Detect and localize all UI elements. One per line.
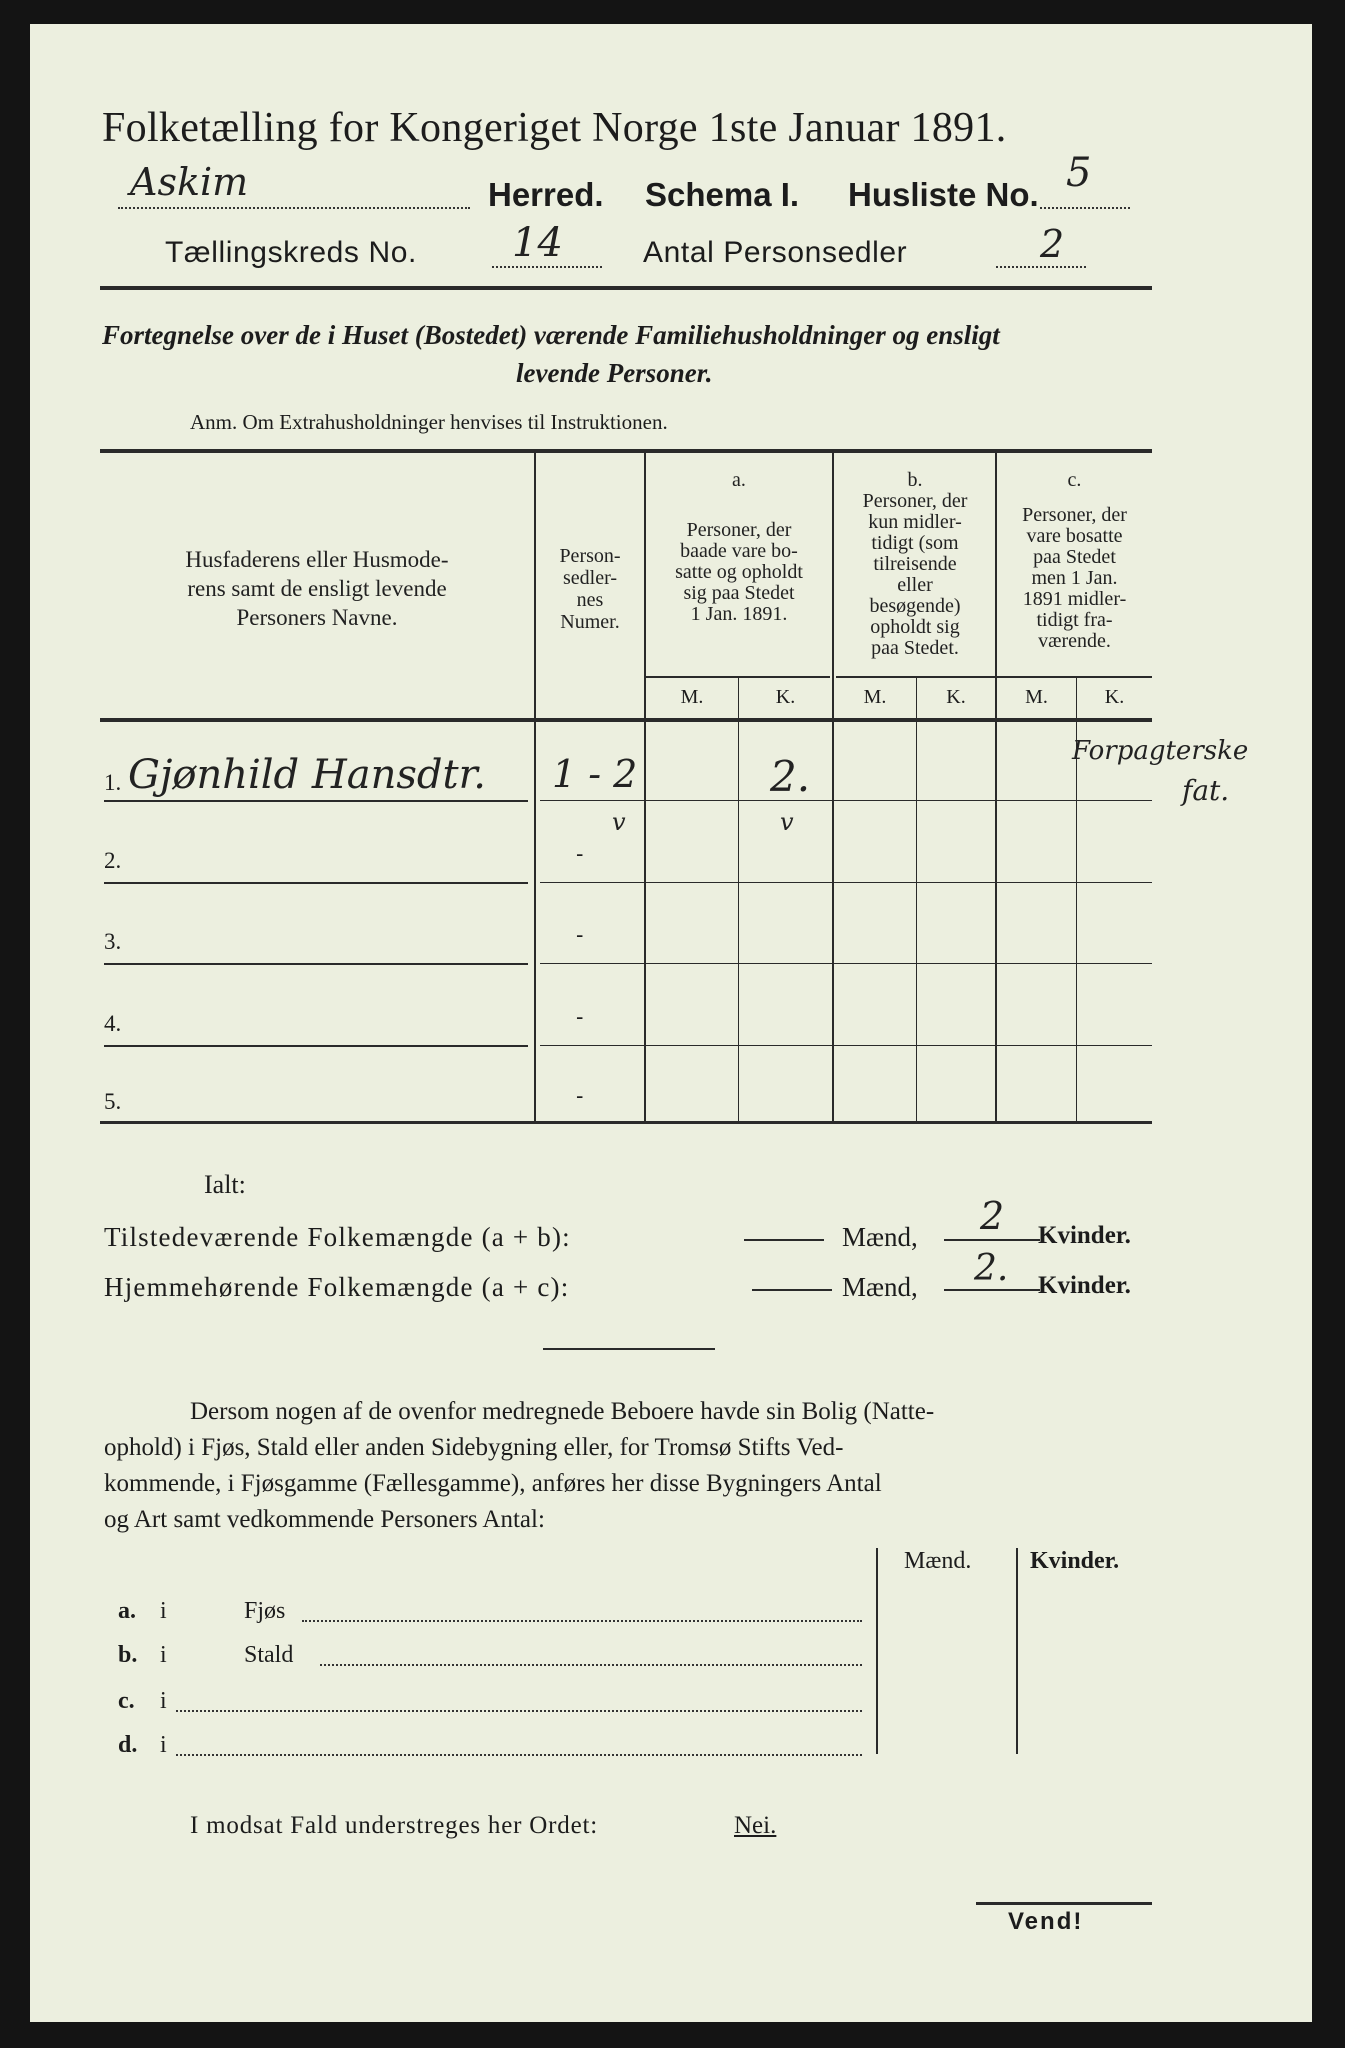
intro-line-1: Fortegnelse over de i Huset (Bostedet) værende Familiehusholdninger og ensligt bbox=[102, 320, 1000, 350]
building-row-c-i: i bbox=[160, 1688, 167, 1714]
row-3-number: 3. bbox=[104, 929, 122, 954]
b-k-label: K. bbox=[946, 686, 966, 708]
hjemme-maend-label: Mænd, bbox=[842, 1272, 918, 1302]
buildings-kvinder-header: Kvinder. bbox=[1030, 1548, 1120, 1574]
herred-dotted-line bbox=[118, 207, 470, 209]
building-row-b-i: i bbox=[160, 1642, 167, 1668]
intro-line-2: levende Personer. bbox=[516, 358, 713, 388]
tilstede-maend-label: Mænd, bbox=[842, 1222, 918, 1252]
c-m-label: M. bbox=[1025, 686, 1048, 708]
paragraph-line-3: kommende, i Fjøsgamme (Fællesgamme), anføres her disse Bygningers Antal bbox=[104, 1470, 882, 1497]
col-header-c-line: Personer, der bbox=[1022, 504, 1127, 526]
c-k-label: K. bbox=[1104, 686, 1125, 708]
col-divider-b-mk bbox=[916, 676, 917, 1121]
building-row-d-line bbox=[176, 1754, 862, 1756]
col-header-name-line: rens samt de ensligt levende bbox=[187, 576, 447, 601]
building-row-a-i: i bbox=[160, 1598, 167, 1624]
col-header-c-line: tidigt fra- bbox=[1036, 609, 1113, 631]
row-4-data-line bbox=[540, 1045, 1152, 1046]
col-header-name-line: Husfaderens eller Husmode- bbox=[185, 547, 449, 572]
antal-dotted-line bbox=[996, 266, 1086, 268]
section-divider bbox=[543, 1348, 715, 1350]
building-row-d-i: i bbox=[160, 1732, 167, 1758]
tilstede-kvinder-label: Kvinder. bbox=[1038, 1222, 1131, 1249]
col-header-num-line: nes bbox=[576, 589, 604, 611]
building-row-c-letter: c. bbox=[118, 1688, 135, 1714]
form-title: Folketælling for Kongeriget Norge 1ste Januar 1891. bbox=[102, 105, 1007, 151]
ialt-label: Ialt: bbox=[204, 1170, 246, 1199]
row-2-number: 2. bbox=[104, 848, 122, 873]
row-4-sedler-number: - bbox=[576, 1005, 584, 1030]
schema-label: Schema I. bbox=[645, 176, 800, 213]
row-1-data-line bbox=[540, 800, 1152, 801]
herred-label: Herred. bbox=[488, 176, 604, 213]
row-1-number: 1. bbox=[104, 770, 122, 795]
hjemme-kvinder-value: 2. bbox=[974, 1248, 1009, 1289]
buildings-col-divider-2 bbox=[1016, 1548, 1018, 1754]
row-1-person-name: Gjønhild Hansdtr. bbox=[128, 752, 487, 798]
b-m-label: M. bbox=[863, 686, 887, 708]
row-5-number: 5. bbox=[104, 1089, 122, 1114]
col-header-a-line: sig paa Stedet bbox=[683, 582, 795, 604]
antal-value: 2 bbox=[1040, 222, 1065, 266]
row-1-a-kvinder: 2. bbox=[770, 752, 811, 801]
col-header-name bbox=[104, 545, 530, 632]
herred-value: Askim bbox=[130, 160, 249, 204]
col-header-b-line: tidigt (som bbox=[871, 532, 959, 554]
col-header-b-letter: b. bbox=[907, 469, 923, 491]
col-header-num-line: Person- bbox=[559, 545, 621, 567]
row-3-sedler-number: - bbox=[576, 923, 584, 948]
tallingskreds-dotted-line bbox=[492, 266, 602, 268]
husliste-label: Husliste No. bbox=[848, 176, 1039, 213]
row-5-sedler-number: - bbox=[576, 1084, 584, 1109]
paragraph-line-2: ophold) i Fjøs, Stald eller anden Sidebygning eller, for Tromsø Stifts Ved- bbox=[104, 1434, 844, 1461]
col-header-c-line: 1891 midler- bbox=[1022, 588, 1127, 610]
col-header-c-letter: c. bbox=[1067, 469, 1082, 491]
row-1-name-line bbox=[104, 800, 528, 802]
a-m-label: M. bbox=[680, 686, 704, 708]
modsat-text: I modsat Fald understreges her Ordet: bbox=[190, 1812, 598, 1839]
bc-subheader-rule bbox=[836, 676, 1152, 678]
col-header-b-line: tilreisende bbox=[873, 553, 957, 575]
row-1-check-mark-k: v bbox=[780, 808, 794, 836]
row-2-name-line bbox=[104, 882, 528, 884]
building-row-a-label: Fjøs bbox=[244, 1598, 286, 1624]
col-header-a-line: satte og opholdt bbox=[675, 561, 803, 583]
hjemme-kvinder-label: Kvinder. bbox=[1038, 1272, 1131, 1299]
building-row-a-letter: a. bbox=[118, 1598, 136, 1624]
nei-word: Nei. bbox=[734, 1812, 777, 1839]
col-header-a-line: 1 Jan. 1891. bbox=[690, 603, 788, 625]
col-header-a bbox=[646, 520, 832, 625]
hjemme-maend-blank bbox=[752, 1289, 832, 1291]
row-2-sedler-number: - bbox=[576, 842, 584, 867]
header-divider bbox=[100, 286, 1152, 290]
row-2-data-line bbox=[540, 882, 1152, 883]
paragraph-line-1: Dersom nogen af de ovenfor medregnede Beboere havde sin Bolig (Natte- bbox=[190, 1398, 935, 1425]
building-row-a-line bbox=[302, 1620, 862, 1622]
col-header-b-line: opholdt sig bbox=[870, 616, 960, 638]
antal-label: Antal Personsedler bbox=[643, 236, 908, 269]
building-row-d-letter: d. bbox=[118, 1732, 138, 1758]
hjemme-label: Hjemmehørende Folkemængde (a + c): bbox=[104, 1272, 570, 1302]
instructions-note: Anm. Om Extrahusholdninger henvises til Instruktionen. bbox=[190, 410, 668, 434]
col-header-a-line: Personer, der bbox=[686, 519, 792, 541]
col-header-c bbox=[997, 505, 1152, 652]
paragraph-line-4: og Art samt vedkommende Personers Antal: bbox=[104, 1506, 545, 1533]
col-divider-a-mk bbox=[738, 676, 739, 1121]
tilstede-maend-blank bbox=[744, 1239, 824, 1241]
row-4-number: 4. bbox=[104, 1011, 122, 1036]
vend-label: Vend! bbox=[1008, 1908, 1084, 1935]
col-header-b-line: besøgende) bbox=[869, 595, 961, 617]
buildings-col-divider-1 bbox=[876, 1548, 878, 1754]
buildings-maend-header: Mænd. bbox=[904, 1548, 972, 1574]
col-header-c-line: men 1 Jan. bbox=[1031, 567, 1118, 589]
row-1-remark: Forpagterske bbox=[1072, 736, 1249, 766]
col-header-b-line: Personer, der bbox=[862, 490, 968, 512]
col-header-b bbox=[834, 491, 996, 659]
row-1-check-mark: v bbox=[612, 808, 626, 836]
col-header-num-line: Numer. bbox=[560, 611, 620, 633]
col-header-c-line: vare bosatte bbox=[1026, 525, 1123, 547]
husliste-dotted-line bbox=[1040, 207, 1130, 209]
row-3-data-line bbox=[540, 963, 1152, 964]
row-1-sedler-number: 1 - 2 bbox=[552, 752, 638, 796]
col-header-b-line: eller bbox=[897, 574, 933, 596]
row-1-remark-cont: fat. bbox=[1182, 774, 1230, 807]
husliste-value: 5 bbox=[1066, 150, 1092, 196]
tallingskreds-label: Tællingskreds No. bbox=[165, 236, 417, 269]
col-header-name-line: Personers Navne. bbox=[236, 605, 398, 630]
a-k-label: K. bbox=[775, 686, 796, 708]
col-header-b-line: kun midler- bbox=[868, 511, 962, 533]
col-header-num bbox=[536, 545, 644, 633]
tilstede-kvinder-value: 2 bbox=[980, 1194, 1005, 1238]
building-row-c-line bbox=[176, 1710, 862, 1712]
col-header-num-line: sedler- bbox=[562, 567, 617, 589]
building-row-b-line bbox=[320, 1664, 862, 1666]
col-header-a-letter: a. bbox=[732, 469, 746, 491]
building-row-b-letter: b. bbox=[118, 1642, 138, 1668]
building-row-b-label: Stald bbox=[244, 1642, 294, 1668]
col-header-b-line: paa Stedet. bbox=[871, 637, 959, 659]
hjemme-kvinder-line bbox=[944, 1289, 1040, 1291]
row-4-name-line bbox=[104, 1045, 528, 1047]
row-3-name-line bbox=[104, 963, 528, 965]
tallingskreds-value: 14 bbox=[512, 220, 563, 266]
col-header-a-line: baade vare bo- bbox=[680, 540, 798, 562]
col-header-c-line: værende. bbox=[1038, 630, 1111, 652]
tilstede-kvinder-line bbox=[944, 1239, 1040, 1241]
col-header-c-line: paa Stedet bbox=[1033, 546, 1116, 568]
vend-rule bbox=[976, 1902, 1152, 1905]
tilstede-label: Tilstedeværende Folkemængde (a + b): bbox=[104, 1222, 571, 1252]
